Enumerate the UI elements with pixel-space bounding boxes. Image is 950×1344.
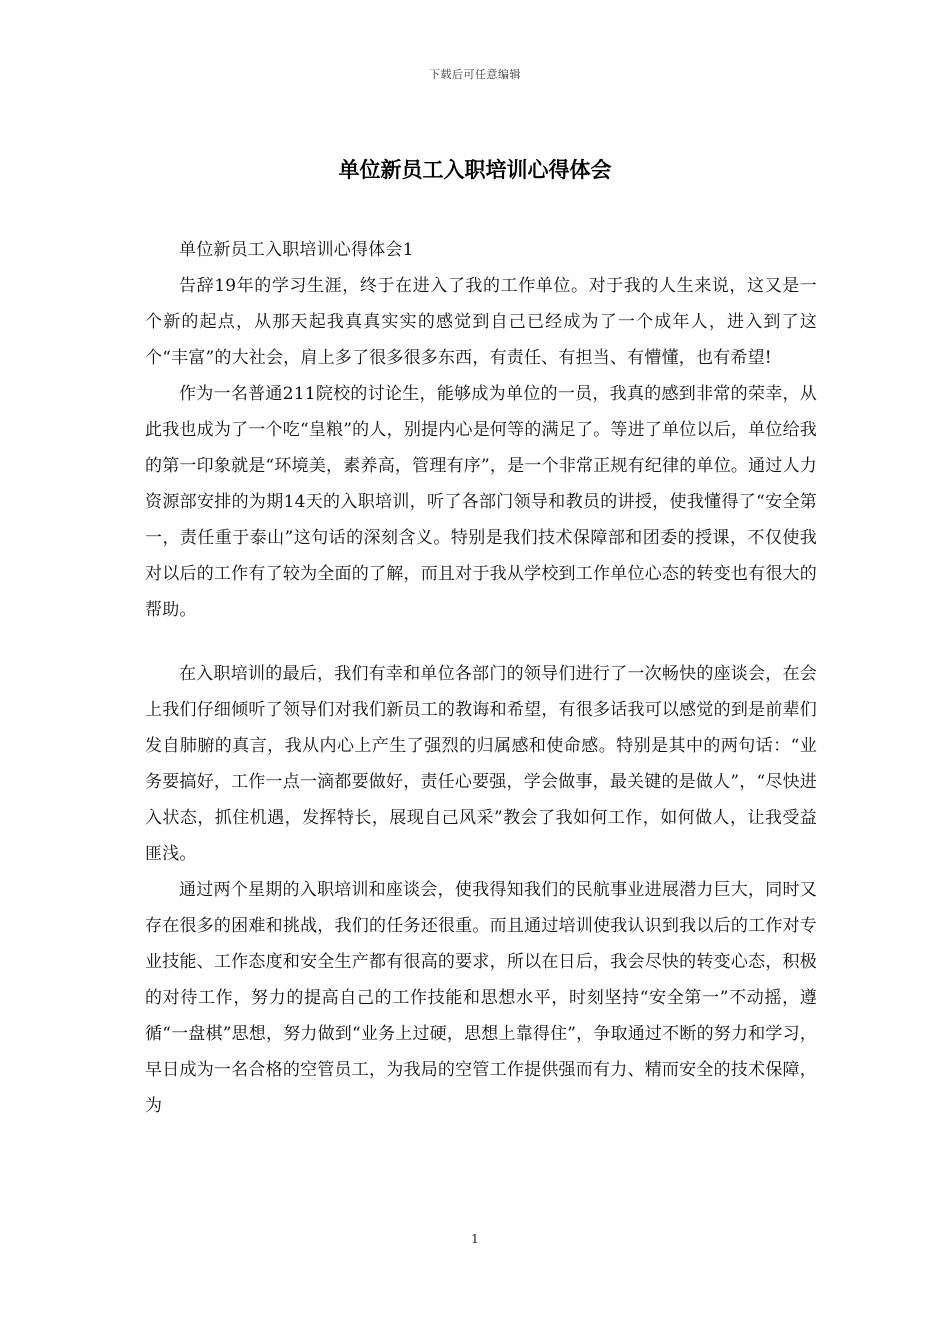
page-number: 1 <box>471 1232 479 1246</box>
paragraph-4: 通过两个星期的入职培训和座谈会，使我得知我们的民航事业进展潜力巨大，同时又存在很多的困难和挑战，我们的任务还很重。而且通过培训使我认识到我以后的工作对专业技能、工作态度和安全生产都有很高的要求，所以在日后，我会尽快的转变心态，积极的对待工作，努力的提高自己的工作技能和思想水平，时刻坚持“安全第一”不动摇，遵循“一盘棋”思想，努力做到“业务上过硬，思想上靠得住”，争取通过不断的努力和学习，早日成为一名合格的空管员工，为我局的空管工作提供强而有力、精而安全的技术保障，为 <box>145 880 817 1116</box>
document-body <box>145 232 817 1124</box>
document-title: 单位新员工入职培训心得体会 <box>338 157 612 182</box>
paragraph-1: 告辞19年的学习生涯，终于在进入了我的工作单位。对于我的人生来说，这又是一个新的起点，从那天起我真真实实的感觉到自己已经成为了一个成年人，进入到了这个“丰富”的大社会，肩上多了很多很多东西，有责任、有担当、有懵懂，也有希望! <box>145 276 817 368</box>
paragraph-2: 作为一名普通211院校的讨论生，能够成为单位的一员，我真的感到非常的荣幸，从此我也成为了一个吃“皇粮”的人，别提内心是何等的满足了。等进了单位以后，单位给我的第一印象就是“环境美，素养高，管理有序”，是一个非常正规有纪律的单位。通过人力资源部安排的为期14天的入职培训，听了各部门领导和教员的讲授，使我懂得了“安全第一，责任重于泰山”这句话的深刻含义。特别是我们技术保障部和团委的授课，不仅使我对以后的工作有了较为全面的了解，而且对于我从学校到工作单位心态的转变也有很大的帮助。 <box>145 384 817 620</box>
page-header-note: 下载后可任意编辑 <box>429 68 521 81</box>
document-subtitle: 单位新员工入职培训心得体会1 <box>179 240 414 260</box>
paragraph-3: 在入职培训的最后，我们有幸和单位各部门的领导们进行了一次畅快的座谈会，在会上我们仔细倾听了领导们对我们新员工的教诲和希望，有很多话我可以感觉的到是前辈们发自肺腑的真言，我从内心上产生了强烈的归属感和使命感。特别是其中的两句话：“业务要搞好，工作一点一滴都要做好，责任心要强，学会做事，最关键的是做人”，“尽快进入状态，抓住机遇，发挥特长，展现自己风采”教会了我如何工作，如何做人，让我受益匪浅。 <box>145 664 817 864</box>
